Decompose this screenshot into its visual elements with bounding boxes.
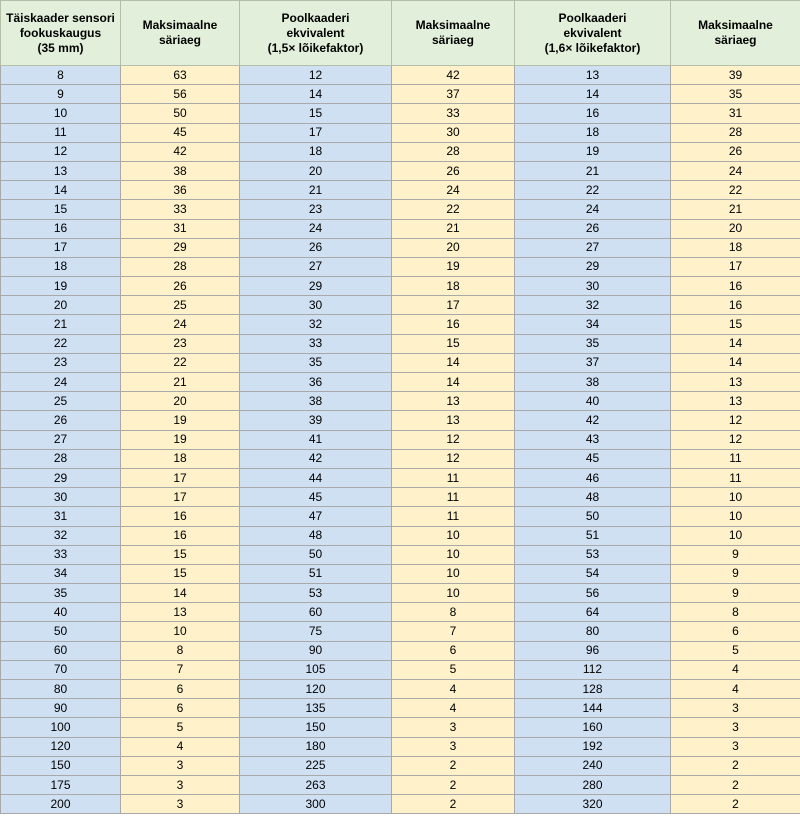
cell-max-exposure-crop-1-6: 20 <box>671 219 800 238</box>
cell-max-exposure-full-frame: 19 <box>121 411 240 430</box>
cell-max-exposure-full-frame: 19 <box>121 430 240 449</box>
cell-full-frame-focal-length: 28 <box>1 449 121 468</box>
cell-max-exposure-crop-1-5: 5 <box>392 660 515 679</box>
cell-max-exposure-crop-1-5: 3 <box>392 718 515 737</box>
cell-full-frame-focal-length: 33 <box>1 545 121 564</box>
cell-crop-1-5-focal-length: 53 <box>240 584 392 603</box>
cell-crop-1-6-focal-length: 40 <box>515 392 671 411</box>
header-line: Täiskaader sensori <box>6 10 115 25</box>
cell-crop-1-6-focal-length: 29 <box>515 257 671 276</box>
cell-crop-1-6-focal-length: 51 <box>515 526 671 545</box>
cell-full-frame-focal-length: 60 <box>1 641 121 660</box>
cell-crop-1-5-focal-length: 15 <box>240 104 392 123</box>
cell-crop-1-5-focal-length: 42 <box>240 449 392 468</box>
header-line: (35 mm) <box>37 40 84 55</box>
cell-crop-1-5-focal-length: 263 <box>240 775 392 794</box>
cell-crop-1-6-focal-length: 30 <box>515 277 671 296</box>
cell-full-frame-focal-length: 27 <box>1 430 121 449</box>
header-line: Maksimaalne <box>698 18 773 32</box>
cell-max-exposure-full-frame: 3 <box>121 775 240 794</box>
cell-max-exposure-full-frame: 50 <box>121 104 240 123</box>
cell-crop-1-5-focal-length: 60 <box>240 603 392 622</box>
cell-full-frame-focal-length: 40 <box>1 603 121 622</box>
cell-full-frame-focal-length: 50 <box>1 622 121 641</box>
cell-max-exposure-crop-1-5: 4 <box>392 699 515 718</box>
table-row <box>1 392 800 411</box>
cell-full-frame-focal-length: 11 <box>1 123 121 142</box>
table-row <box>1 373 800 392</box>
table-row <box>1 622 800 641</box>
cell-crop-1-6-focal-length: 240 <box>515 756 671 775</box>
cell-max-exposure-crop-1-5: 12 <box>392 449 515 468</box>
cell-max-exposure-full-frame: 5 <box>121 718 240 737</box>
cell-max-exposure-crop-1-6: 39 <box>671 66 800 85</box>
table-row <box>1 85 800 104</box>
cell-max-exposure-crop-1-6: 9 <box>671 584 800 603</box>
cell-full-frame-focal-length: 30 <box>1 488 121 507</box>
header-line: Maksimaalne <box>415 18 491 32</box>
cell-crop-1-5-focal-length: 44 <box>240 468 392 487</box>
cell-full-frame-focal-length: 15 <box>1 200 121 219</box>
cell-max-exposure-crop-1-6: 13 <box>671 373 800 392</box>
table-row <box>1 564 800 583</box>
cell-max-exposure-crop-1-5: 10 <box>392 564 515 583</box>
table-row <box>1 545 800 564</box>
cell-max-exposure-full-frame: 25 <box>121 296 240 315</box>
cell-crop-1-6-focal-length: 26 <box>515 219 671 238</box>
cell-max-exposure-crop-1-6: 9 <box>671 564 800 583</box>
cell-crop-1-5-focal-length: 45 <box>240 488 392 507</box>
cell-max-exposure-full-frame: 45 <box>121 123 240 142</box>
table-row <box>1 718 800 737</box>
cell-max-exposure-crop-1-5: 2 <box>392 756 515 775</box>
cell-full-frame-focal-length: 17 <box>1 238 121 257</box>
cell-full-frame-focal-length: 25 <box>1 392 121 411</box>
cell-max-exposure-crop-1-6: 11 <box>671 449 800 468</box>
cell-crop-1-5-focal-length: 38 <box>240 392 392 411</box>
cell-crop-1-6-focal-length: 64 <box>515 603 671 622</box>
header-line: Poolkaaderi <box>281 10 350 25</box>
table-row <box>1 526 800 545</box>
cell-max-exposure-crop-1-5: 10 <box>392 526 515 545</box>
cell-full-frame-focal-length: 20 <box>1 296 121 315</box>
cell-crop-1-5-focal-length: 26 <box>240 238 392 257</box>
cell-max-exposure-crop-1-5: 6 <box>392 641 515 660</box>
cell-max-exposure-crop-1-6: 12 <box>671 430 800 449</box>
cell-max-exposure-crop-1-5: 10 <box>392 545 515 564</box>
cell-max-exposure-crop-1-5: 37 <box>392 85 515 104</box>
table-header <box>1 1 800 66</box>
cell-max-exposure-crop-1-5: 26 <box>392 161 515 180</box>
cell-max-exposure-crop-1-5: 20 <box>392 238 515 257</box>
cell-crop-1-6-focal-length: 18 <box>515 123 671 142</box>
cell-max-exposure-full-frame: 22 <box>121 353 240 372</box>
cell-crop-1-6-focal-length: 43 <box>515 430 671 449</box>
cell-full-frame-focal-length: 80 <box>1 680 121 699</box>
cell-max-exposure-crop-1-5: 24 <box>392 181 515 200</box>
cell-crop-1-6-focal-length: 21 <box>515 161 671 180</box>
table-row <box>1 641 800 660</box>
cell-max-exposure-crop-1-6: 10 <box>671 488 800 507</box>
table-body <box>1 66 800 814</box>
cell-max-exposure-full-frame: 4 <box>121 737 240 756</box>
cell-crop-1-5-focal-length: 135 <box>240 699 392 718</box>
cell-max-exposure-crop-1-5: 28 <box>392 142 515 161</box>
table-row <box>1 411 800 430</box>
table-row <box>1 603 800 622</box>
table-row <box>1 507 800 526</box>
cell-max-exposure-full-frame: 8 <box>121 641 240 660</box>
cell-crop-1-6-focal-length: 128 <box>515 680 671 699</box>
cell-full-frame-focal-length: 200 <box>1 795 121 814</box>
cell-crop-1-5-focal-length: 21 <box>240 181 392 200</box>
cell-max-exposure-full-frame: 16 <box>121 507 240 526</box>
cell-crop-1-5-focal-length: 150 <box>240 718 392 737</box>
cell-max-exposure-full-frame: 16 <box>121 526 240 545</box>
cell-max-exposure-crop-1-5: 2 <box>392 775 515 794</box>
cell-max-exposure-crop-1-5: 3 <box>392 737 515 756</box>
cell-crop-1-6-focal-length: 38 <box>515 373 671 392</box>
header-line: säriaeg <box>431 33 475 47</box>
cell-crop-1-6-focal-length: 19 <box>515 142 671 161</box>
cell-max-exposure-crop-1-6: 3 <box>671 737 800 756</box>
table-row <box>1 795 800 814</box>
cell-full-frame-focal-length: 29 <box>1 468 121 487</box>
cell-crop-1-6-focal-length: 192 <box>515 737 671 756</box>
cell-max-exposure-full-frame: 7 <box>121 660 240 679</box>
table-row <box>1 315 800 334</box>
cell-max-exposure-full-frame: 23 <box>121 334 240 353</box>
cell-crop-1-5-focal-length: 32 <box>240 315 392 334</box>
cell-max-exposure-full-frame: 36 <box>121 181 240 200</box>
cell-crop-1-5-focal-length: 47 <box>240 507 392 526</box>
cell-max-exposure-crop-1-6: 8 <box>671 603 800 622</box>
header-line: fookuskaugus <box>19 25 102 40</box>
table-row <box>1 430 800 449</box>
cell-max-exposure-crop-1-6: 2 <box>671 756 800 775</box>
cell-max-exposure-crop-1-6: 18 <box>671 238 800 257</box>
header-row <box>1 1 800 66</box>
cell-full-frame-focal-length: 19 <box>1 277 121 296</box>
cell-max-exposure-crop-1-6: 10 <box>671 507 800 526</box>
cell-max-exposure-crop-1-5: 14 <box>392 353 515 372</box>
table-row <box>1 775 800 794</box>
cell-crop-1-5-focal-length: 41 <box>240 430 392 449</box>
cell-crop-1-5-focal-length: 14 <box>240 85 392 104</box>
cell-max-exposure-full-frame: 10 <box>121 622 240 641</box>
cell-max-exposure-full-frame: 29 <box>121 238 240 257</box>
table-row <box>1 238 800 257</box>
cell-max-exposure-crop-1-6: 4 <box>671 660 800 679</box>
cell-max-exposure-crop-1-5: 16 <box>392 315 515 334</box>
header-line: ekvivalent <box>286 25 345 40</box>
cell-crop-1-5-focal-length: 75 <box>240 622 392 641</box>
cell-max-exposure-full-frame: 63 <box>121 66 240 85</box>
cell-max-exposure-full-frame: 18 <box>121 449 240 468</box>
table-row <box>1 277 800 296</box>
table-row <box>1 468 800 487</box>
cell-full-frame-focal-length: 100 <box>1 718 121 737</box>
cell-max-exposure-crop-1-6: 3 <box>671 699 800 718</box>
cell-crop-1-5-focal-length: 48 <box>240 526 392 545</box>
cell-max-exposure-crop-1-5: 2 <box>392 795 515 814</box>
cell-max-exposure-crop-1-5: 13 <box>392 411 515 430</box>
cell-max-exposure-crop-1-5: 17 <box>392 296 515 315</box>
cell-max-exposure-full-frame: 3 <box>121 795 240 814</box>
cell-max-exposure-crop-1-5: 11 <box>392 468 515 487</box>
cell-full-frame-focal-length: 22 <box>1 334 121 353</box>
cell-max-exposure-crop-1-5: 42 <box>392 66 515 85</box>
cell-max-exposure-crop-1-5: 13 <box>392 392 515 411</box>
cell-max-exposure-crop-1-5: 11 <box>392 507 515 526</box>
cell-max-exposure-crop-1-6: 21 <box>671 200 800 219</box>
header-line: (1,6× lõikefaktor) <box>544 40 641 55</box>
cell-crop-1-5-focal-length: 180 <box>240 737 392 756</box>
cell-full-frame-focal-length: 120 <box>1 737 121 756</box>
cell-crop-1-6-focal-length: 37 <box>515 353 671 372</box>
cell-max-exposure-crop-1-6: 16 <box>671 296 800 315</box>
header-line: Poolkaaderi <box>558 10 627 25</box>
table-row <box>1 737 800 756</box>
cell-max-exposure-crop-1-6: 22 <box>671 181 800 200</box>
table-row <box>1 181 800 200</box>
cell-crop-1-5-focal-length: 23 <box>240 200 392 219</box>
cell-max-exposure-crop-1-6: 4 <box>671 680 800 699</box>
cell-full-frame-focal-length: 12 <box>1 142 121 161</box>
header-max-exposure-crop-1-5 <box>392 1 515 66</box>
cell-crop-1-6-focal-length: 53 <box>515 545 671 564</box>
table-row <box>1 488 800 507</box>
cell-full-frame-focal-length: 35 <box>1 584 121 603</box>
cell-max-exposure-crop-1-6: 16 <box>671 277 800 296</box>
cell-crop-1-6-focal-length: 46 <box>515 468 671 487</box>
cell-max-exposure-crop-1-5: 10 <box>392 584 515 603</box>
header-line: Maksimaalne <box>142 18 218 32</box>
cell-max-exposure-crop-1-6: 26 <box>671 142 800 161</box>
cell-full-frame-focal-length: 150 <box>1 756 121 775</box>
cell-crop-1-6-focal-length: 112 <box>515 660 671 679</box>
cell-crop-1-6-focal-length: 48 <box>515 488 671 507</box>
cell-max-exposure-full-frame: 56 <box>121 85 240 104</box>
cell-crop-1-6-focal-length: 22 <box>515 181 671 200</box>
cell-max-exposure-crop-1-5: 30 <box>392 123 515 142</box>
cell-crop-1-5-focal-length: 90 <box>240 641 392 660</box>
cell-crop-1-6-focal-length: 27 <box>515 238 671 257</box>
cell-crop-1-5-focal-length: 18 <box>240 142 392 161</box>
table-row <box>1 680 800 699</box>
cell-crop-1-5-focal-length: 27 <box>240 257 392 276</box>
cell-crop-1-6-focal-length: 14 <box>515 85 671 104</box>
cell-crop-1-5-focal-length: 12 <box>240 66 392 85</box>
header-max-exposure-crop-1-6 <box>671 1 800 66</box>
cell-crop-1-6-focal-length: 280 <box>515 775 671 794</box>
cell-crop-1-6-focal-length: 35 <box>515 334 671 353</box>
cell-crop-1-5-focal-length: 105 <box>240 660 392 679</box>
cell-max-exposure-crop-1-6: 9 <box>671 545 800 564</box>
table-row <box>1 353 800 372</box>
cell-max-exposure-crop-1-6: 28 <box>671 123 800 142</box>
cell-max-exposure-full-frame: 24 <box>121 315 240 334</box>
table-row <box>1 219 800 238</box>
header-line: ekvivalent <box>563 25 622 40</box>
header-line: (1,5× lõikefaktor) <box>267 40 364 55</box>
cell-max-exposure-crop-1-5: 21 <box>392 219 515 238</box>
cell-crop-1-5-focal-length: 35 <box>240 353 392 372</box>
cell-max-exposure-full-frame: 17 <box>121 468 240 487</box>
cell-crop-1-6-focal-length: 24 <box>515 200 671 219</box>
cell-max-exposure-crop-1-6: 24 <box>671 161 800 180</box>
cell-max-exposure-crop-1-6: 5 <box>671 641 800 660</box>
header-full-frame-focal-length <box>1 1 121 66</box>
cell-full-frame-focal-length: 26 <box>1 411 121 430</box>
cell-max-exposure-full-frame: 6 <box>121 699 240 718</box>
cell-full-frame-focal-length: 14 <box>1 181 121 200</box>
cell-crop-1-5-focal-length: 30 <box>240 296 392 315</box>
table-row <box>1 296 800 315</box>
table-row <box>1 660 800 679</box>
cell-max-exposure-full-frame: 3 <box>121 756 240 775</box>
header-line: säriaeg <box>158 33 202 47</box>
cell-crop-1-6-focal-length: 50 <box>515 507 671 526</box>
cell-max-exposure-full-frame: 33 <box>121 200 240 219</box>
cell-full-frame-focal-length: 21 <box>1 315 121 334</box>
table-row <box>1 699 800 718</box>
cell-full-frame-focal-length: 70 <box>1 660 121 679</box>
cell-max-exposure-crop-1-6: 2 <box>671 775 800 794</box>
cell-max-exposure-crop-1-6: 11 <box>671 468 800 487</box>
cell-full-frame-focal-length: 16 <box>1 219 121 238</box>
cell-max-exposure-full-frame: 15 <box>121 545 240 564</box>
cell-max-exposure-crop-1-6: 31 <box>671 104 800 123</box>
header-crop-1-6-equivalent <box>515 1 671 66</box>
cell-max-exposure-crop-1-6: 35 <box>671 85 800 104</box>
cell-crop-1-6-focal-length: 45 <box>515 449 671 468</box>
cell-max-exposure-crop-1-6: 14 <box>671 353 800 372</box>
cell-crop-1-6-focal-length: 16 <box>515 104 671 123</box>
cell-max-exposure-crop-1-6: 6 <box>671 622 800 641</box>
cell-max-exposure-full-frame: 38 <box>121 161 240 180</box>
cell-crop-1-6-focal-length: 56 <box>515 584 671 603</box>
table-row <box>1 756 800 775</box>
cell-max-exposure-crop-1-6: 15 <box>671 315 800 334</box>
cell-full-frame-focal-length: 8 <box>1 66 121 85</box>
cell-crop-1-5-focal-length: 36 <box>240 373 392 392</box>
cell-full-frame-focal-length: 34 <box>1 564 121 583</box>
cell-full-frame-focal-length: 13 <box>1 161 121 180</box>
cell-max-exposure-full-frame: 28 <box>121 257 240 276</box>
cell-max-exposure-crop-1-5: 14 <box>392 373 515 392</box>
cell-crop-1-5-focal-length: 50 <box>240 545 392 564</box>
cell-full-frame-focal-length: 23 <box>1 353 121 372</box>
table-row <box>1 161 800 180</box>
table-row <box>1 142 800 161</box>
cell-crop-1-6-focal-length: 54 <box>515 564 671 583</box>
cell-full-frame-focal-length: 175 <box>1 775 121 794</box>
cell-crop-1-5-focal-length: 24 <box>240 219 392 238</box>
cell-full-frame-focal-length: 32 <box>1 526 121 545</box>
cell-full-frame-focal-length: 90 <box>1 699 121 718</box>
table-row <box>1 123 800 142</box>
cell-crop-1-6-focal-length: 34 <box>515 315 671 334</box>
cell-full-frame-focal-length: 31 <box>1 507 121 526</box>
cell-max-exposure-crop-1-6: 14 <box>671 334 800 353</box>
cell-max-exposure-crop-1-6: 2 <box>671 795 800 814</box>
cell-max-exposure-crop-1-6: 3 <box>671 718 800 737</box>
cell-max-exposure-full-frame: 42 <box>121 142 240 161</box>
header-line: säriaeg <box>714 33 757 47</box>
cell-max-exposure-crop-1-6: 10 <box>671 526 800 545</box>
cell-full-frame-focal-length: 18 <box>1 257 121 276</box>
cell-max-exposure-crop-1-5: 33 <box>392 104 515 123</box>
cell-crop-1-5-focal-length: 120 <box>240 680 392 699</box>
cell-max-exposure-crop-1-5: 4 <box>392 680 515 699</box>
cell-max-exposure-full-frame: 31 <box>121 219 240 238</box>
cell-max-exposure-full-frame: 21 <box>121 373 240 392</box>
table-row <box>1 584 800 603</box>
cell-max-exposure-crop-1-6: 12 <box>671 411 800 430</box>
cell-max-exposure-full-frame: 6 <box>121 680 240 699</box>
cell-crop-1-5-focal-length: 225 <box>240 756 392 775</box>
cell-crop-1-6-focal-length: 160 <box>515 718 671 737</box>
cell-crop-1-5-focal-length: 17 <box>240 123 392 142</box>
table-row <box>1 334 800 353</box>
cell-crop-1-5-focal-length: 20 <box>240 161 392 180</box>
cell-max-exposure-full-frame: 20 <box>121 392 240 411</box>
cell-max-exposure-crop-1-5: 22 <box>392 200 515 219</box>
cell-crop-1-5-focal-length: 39 <box>240 411 392 430</box>
cell-crop-1-6-focal-length: 144 <box>515 699 671 718</box>
table-row <box>1 66 800 85</box>
cell-max-exposure-full-frame: 15 <box>121 564 240 583</box>
cell-full-frame-focal-length: 10 <box>1 104 121 123</box>
cell-max-exposure-crop-1-5: 12 <box>392 430 515 449</box>
table-row <box>1 257 800 276</box>
cell-max-exposure-full-frame: 14 <box>121 584 240 603</box>
cell-full-frame-focal-length: 9 <box>1 85 121 104</box>
cell-crop-1-5-focal-length: 300 <box>240 795 392 814</box>
cell-crop-1-6-focal-length: 13 <box>515 66 671 85</box>
cell-crop-1-6-focal-length: 80 <box>515 622 671 641</box>
cell-max-exposure-crop-1-5: 19 <box>392 257 515 276</box>
cell-crop-1-6-focal-length: 320 <box>515 795 671 814</box>
cell-max-exposure-crop-1-5: 8 <box>392 603 515 622</box>
header-max-exposure-full-frame <box>121 1 240 66</box>
cell-max-exposure-full-frame: 26 <box>121 277 240 296</box>
cell-max-exposure-crop-1-6: 13 <box>671 392 800 411</box>
cell-max-exposure-crop-1-5: 15 <box>392 334 515 353</box>
cell-max-exposure-full-frame: 17 <box>121 488 240 507</box>
cell-max-exposure-crop-1-5: 18 <box>392 277 515 296</box>
table-row <box>1 104 800 123</box>
cell-max-exposure-crop-1-6: 17 <box>671 257 800 276</box>
cell-full-frame-focal-length: 24 <box>1 373 121 392</box>
cell-crop-1-5-focal-length: 29 <box>240 277 392 296</box>
cell-max-exposure-crop-1-5: 11 <box>392 488 515 507</box>
cell-crop-1-6-focal-length: 32 <box>515 296 671 315</box>
cell-crop-1-6-focal-length: 42 <box>515 411 671 430</box>
header-crop-1-5-equivalent <box>240 1 392 66</box>
cell-crop-1-6-focal-length: 96 <box>515 641 671 660</box>
cell-crop-1-5-focal-length: 51 <box>240 564 392 583</box>
table-row <box>1 449 800 468</box>
table-row <box>1 200 800 219</box>
cell-max-exposure-crop-1-5: 7 <box>392 622 515 641</box>
cell-crop-1-5-focal-length: 33 <box>240 334 392 353</box>
cell-max-exposure-full-frame: 13 <box>121 603 240 622</box>
